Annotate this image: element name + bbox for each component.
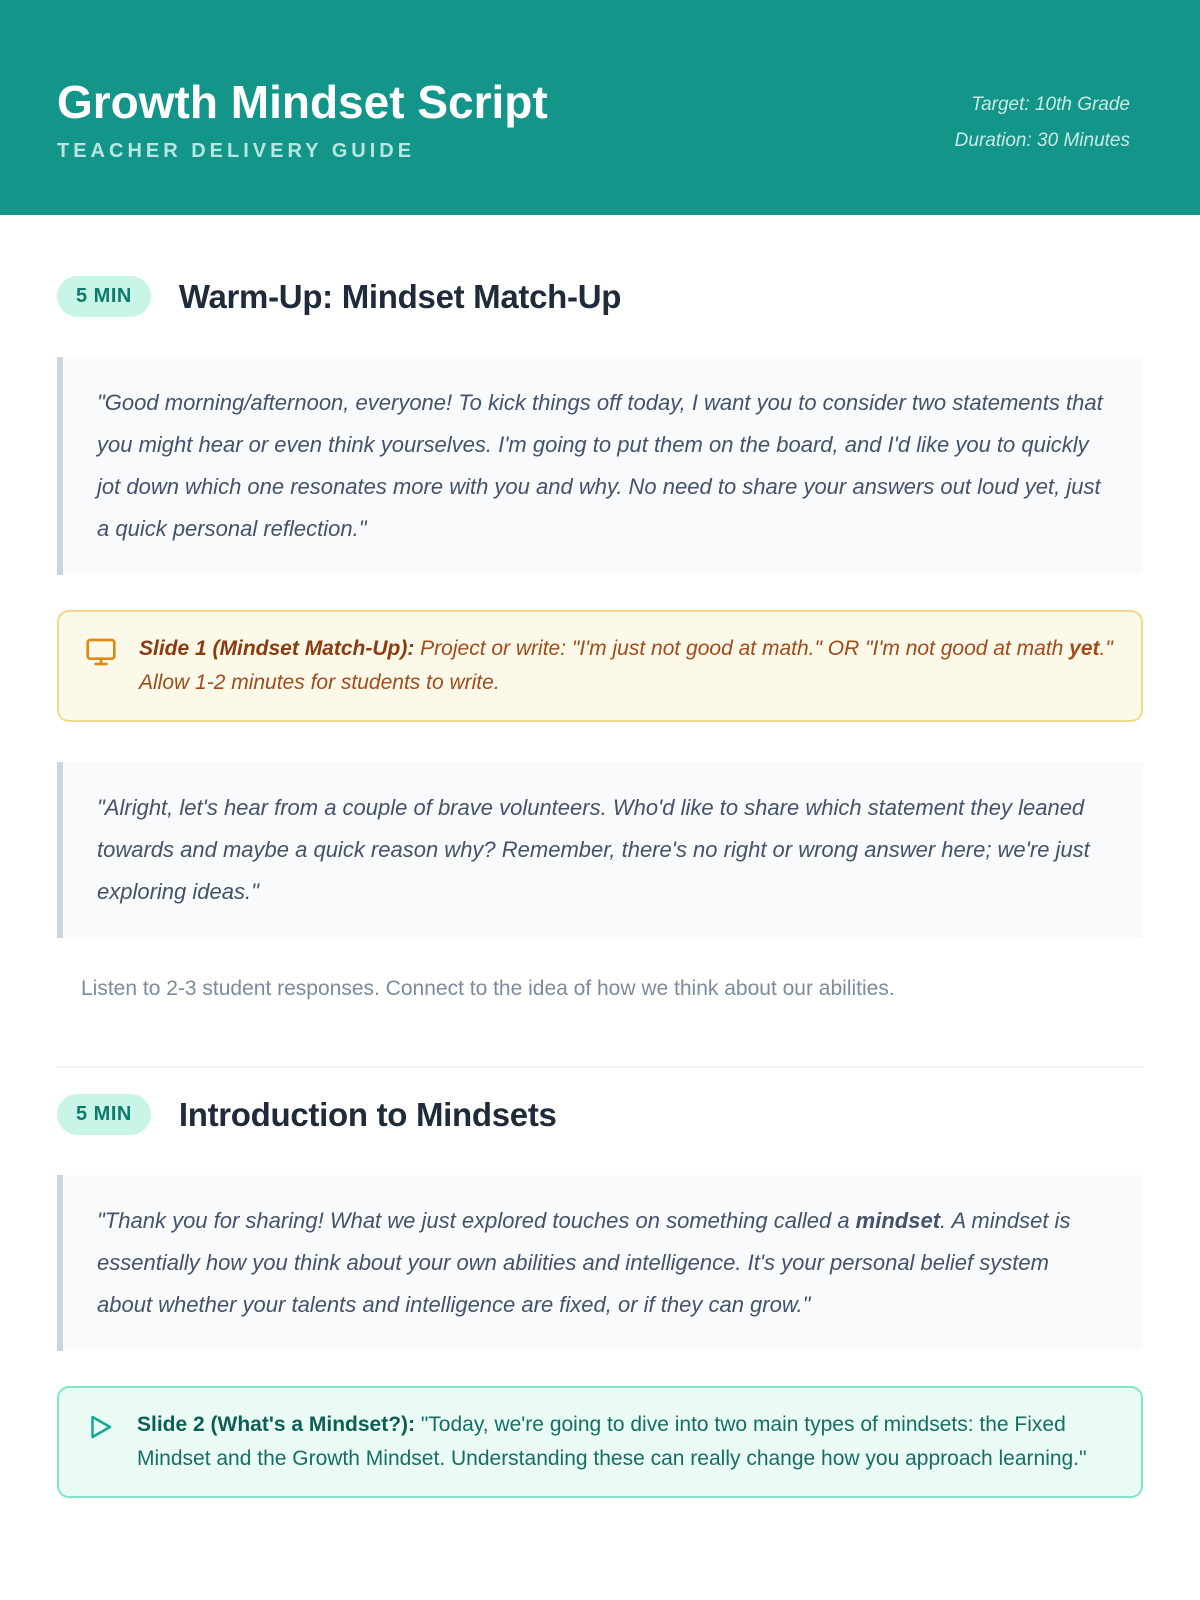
section-title-introduction: Introduction to Mindsets [178, 1095, 557, 1133]
slide-1-text-pre: Project or write: "I'm just not good at math." OR "I'm not good at math [414, 637, 1070, 660]
header-title-block [57, 76, 548, 162]
section-divider [57, 1066, 1143, 1068]
section-title-warm-up: Warm-Up: Mindset Match-Up [178, 277, 622, 315]
slide-2-label: Slide 2 (What's a Mindset?): [137, 1413, 416, 1436]
teacher-script-quote [57, 357, 1143, 575]
header-meta [955, 87, 1130, 161]
slide-1-text-post: ." Allow 1-2 minutes for students to write. [139, 637, 1113, 694]
slide-1-text-bold: yet [1069, 637, 1100, 660]
quote-text-bold: mindset [855, 1208, 941, 1233]
teacher-script-quote [57, 1175, 1143, 1351]
quote-text-pre: "Thank you for sharing! What we just explored touches on something called a [97, 1208, 856, 1233]
play-icon [85, 1412, 115, 1476]
quote-text-post: . A mindset is essentially how you think about your own abilities and intelligence. It's your personal belief system about whether your talents and intelligence are fixed, or if they can grow." [97, 1208, 1071, 1317]
slide-1-label: Slide 1 (Mindset Match-Up): [139, 637, 415, 660]
slide-2-text: "Today, we're going to dive into two main types of mindsets: the Fixed Mindset and the Growth Mindset. Understanding these can really change how you approach learning." [137, 1413, 1087, 1470]
page-title: Growth Mindset Script [57, 76, 548, 128]
duration-badge: 5 MIN [57, 276, 151, 317]
teacher-script-quote [57, 762, 1143, 938]
target-grade: Target: 10th Grade [971, 94, 1130, 115]
slide-1-callout-text [139, 632, 1115, 700]
monitor-icon [85, 636, 117, 700]
quote-text: "Good morning/afternoon, everyone! To kick things off today, I want you to consider two statements that you might hear or even think yourselves. I'm going to put them on the board, and I'd like you to quickly jot down which one resonates more with you and why. No need to share your answers out loud yet, just a quick personal reflection." [97, 390, 1103, 541]
document-header [0, 0, 1200, 215]
duration-badge: 5 MIN [57, 1094, 151, 1135]
duration: Duration: 30 Minutes [954, 130, 1130, 151]
section-header-introduction [57, 1094, 1143, 1135]
facilitation-note: Listen to 2-3 student responses. Connect to the idea of how we think about our abilities. [81, 977, 895, 1000]
slide-1-callout [57, 610, 1143, 722]
quote-text: "Alright, let's hear from a couple of brave volunteers. Who'd like to share which statement they leaned towards and maybe a quick reason why? Remember, there's no right or wrong answer here; we're just exploring ideas." [97, 795, 1090, 904]
slide-2-callout [57, 1386, 1143, 1498]
document-body [0, 276, 1200, 1498]
slide-2-callout-text [137, 1408, 1115, 1476]
page-subtitle: TEACHER DELIVERY GUIDE [57, 140, 416, 162]
section-header-warm-up [57, 276, 1143, 317]
